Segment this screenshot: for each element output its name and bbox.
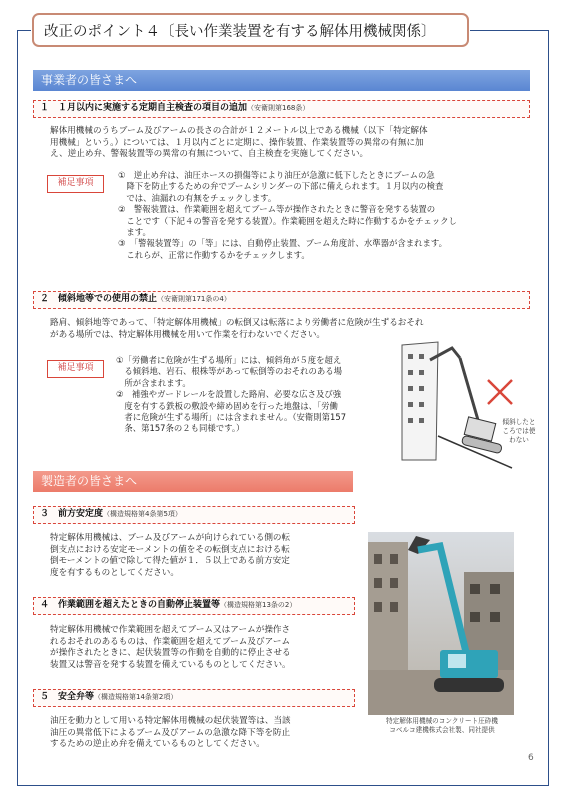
item1-body-line: 用機械」という。）については、１月以内ごとに定期に、操作装置、作業装置等の異常の有無に加 (50, 137, 424, 148)
frame-top-right (470, 30, 549, 31)
item4-body-line: が操作されたときに、起伏装置等の作動を自動的に停止させる (50, 648, 291, 658)
slope-illustration (400, 340, 540, 470)
item4-ref: （構造規格第13条の2） (220, 601, 297, 609)
slope-caption (498, 418, 540, 445)
item1-hosoku-label: 補足事項 (47, 175, 104, 193)
item2-body-line: 路肩、傾斜地等であって、「特定解体用機械」の転倒又は転落により労働者に危険が生ずるおそれ (50, 318, 424, 328)
item3-heading: ３ 前方安定度 (40, 509, 104, 519)
item5-body-line: するための逆止め弁を備えているものとしてください。 (50, 739, 265, 749)
item3-body-line: 倒モーメントの値で除して得た値が１．５以上である前方安定 (50, 556, 290, 566)
item3-body-line: 倒支点における安定モーメントの値をその転倒支点における転 (50, 544, 290, 555)
item5-heading-box (33, 689, 355, 707)
item2-note-line: ①「労働者に危険が生ずる場所」には、傾斜角が５度を超え (116, 355, 342, 365)
item1-note-line: ます。 (118, 227, 151, 238)
item1-notes (118, 170, 457, 261)
slope-caption-line: ころでは使 (502, 427, 536, 435)
item1-body-line: え、逆止め弁、警報装置等の異常の有無について、自主検査を実施してください。 (50, 149, 369, 159)
item5-body-line: 油圧の異常低下によるブーム及びアームの急激な降下等を防止 (50, 727, 291, 738)
item3-body-line: 度を有するものとしてください。 (50, 567, 179, 578)
item3-ref: （構造規格第4条第5項） (103, 510, 182, 518)
item1-body-line: 解体用機械のうちブーム及びアームの長さの合計が１２メートル以上である機械（以下「特定解体 (50, 126, 428, 136)
photo-caption (352, 717, 532, 735)
item1-body (50, 126, 428, 161)
item1-note-line: ③ 「警報装置等」の「等」には、自動停止装置、ブーム角度計、水準器が含まれます。 (118, 238, 448, 249)
item4-heading-box (33, 597, 355, 615)
prohibited-x-icon (488, 380, 512, 404)
item1-heading-box (33, 100, 530, 118)
demolition-machine-photo (368, 532, 514, 715)
item1-note-line: ② 警報装置は、作業範囲を超えてブーム等が操作されたときに警音を発する装置の (118, 204, 436, 215)
item2-note-line: 度を有する鉄板の敷設や締め固めを行った地盤は、「労働 (116, 400, 338, 411)
item1-note-line: では、油漏れの有無をチェックします。 (118, 192, 277, 203)
item4-body-line: 特定解体用機械で作業範囲を超えてブーム又はアームが操作さ (50, 625, 291, 635)
item5-body (50, 716, 291, 751)
section-owners-bar: 事業者の皆さまへ (33, 70, 530, 91)
item4-heading: ４ 作業範囲を超えたときの自動停止装置等 (40, 600, 221, 610)
item2-hosoku-label: 補足事項 (47, 360, 104, 378)
item3-heading-box (33, 506, 355, 524)
item4-body-line: 装置又は警音を発する装置を備えているものとしてください。 (50, 659, 291, 670)
photo-caption-line: 特定解体用機械のコンクリート圧砕機 (386, 717, 498, 725)
item2-note-line: 者に危険が生ずる場所」には含まれません。（安衛則第157 (116, 412, 347, 423)
item2-ref: （安衛則第171条の4） (157, 295, 231, 303)
item1-ref: （安衛則第168条） (247, 104, 310, 112)
item2-notes (116, 355, 346, 435)
item3-body-line: 特定解体用機械は、ブーム及びアームが向けられている側の転 (50, 533, 291, 543)
item1-note-line: これらが、正常に作動するかをチェックします。 (118, 249, 310, 260)
item4-body-line: れるおそれのあるものは、作業範囲を超えてブーム及びアーム (50, 636, 291, 647)
slope-caption-line: 傾斜したと (502, 418, 536, 426)
item3-body (50, 533, 290, 579)
page-title: 改正のポイント４〔長い作業装置を有する解体用機械関係〕 (44, 24, 436, 40)
item5-body-line: 油圧を動力として用いる特定解体用機械の起伏装置等は、当該 (50, 716, 291, 726)
item2-note-line: る傾斜地、岩石、根株等があって転倒等のおそれのある場 (116, 366, 343, 377)
page-number: 6 (528, 753, 534, 763)
section-makers-bar: 製造者の皆さまへ (33, 471, 353, 492)
item2-body (50, 318, 424, 341)
slope-caption-line: わない (509, 436, 529, 444)
item4-body (50, 625, 291, 671)
item2-heading: ２ 傾斜地等での使用の禁止 (40, 294, 158, 304)
item1-heading: １ １月以内に実施する定期自主検査の項目の追加 (40, 103, 248, 113)
item1-note-line: ことです（下記４の警音を発する装置）。作業範囲を超えた時に作動するかをチェックし (118, 215, 457, 226)
item5-heading: ５ 安全弁等 (40, 692, 95, 702)
item1-note-line: 降下を防止するための弁でブームシリンダーの下部に備えられます。１月以内の検査 (118, 181, 444, 192)
machine-body (434, 650, 504, 692)
item2-note-line: ② 補強やガードレールを設置した路肩、必要な広さ及び強 (116, 389, 342, 400)
item2-note-line: 所が含まれます。 (116, 377, 191, 388)
frame-top-left (17, 30, 31, 31)
photo-caption-line: コベルコ建機株式会社製、同社提供 (389, 726, 495, 734)
item1-note-line: ① 逆止め弁は、油圧ホースの損傷等により油圧が急激に低下したときにブームの急 (118, 170, 435, 180)
item2-heading-box (33, 291, 530, 309)
item2-note-line: 条、第157条の２も同様です。） (116, 423, 245, 434)
item2-body-line: がある場所では、特定解体用機械を用いて作業を行わないでください。 (50, 329, 326, 340)
item5-ref: （構造規格第14条第2項） (94, 693, 178, 701)
